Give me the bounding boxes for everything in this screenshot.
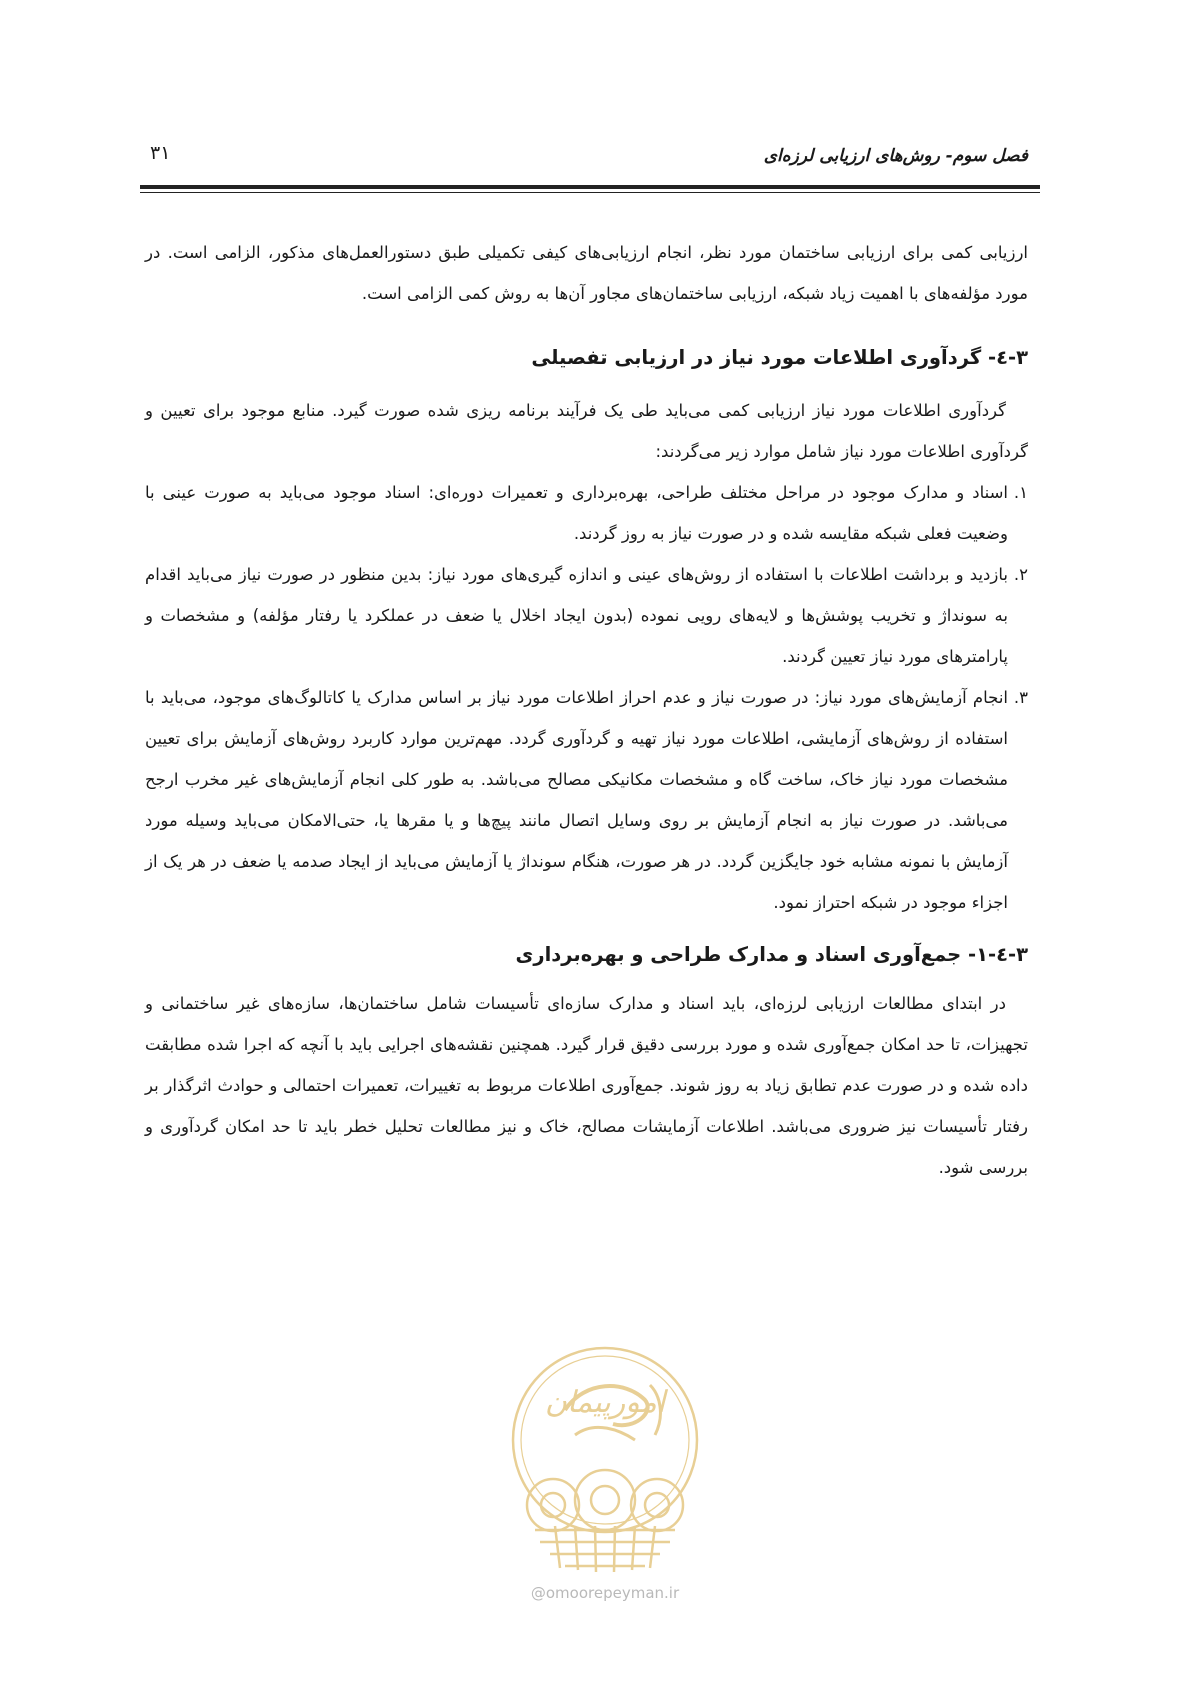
list-item	[145, 677, 1028, 923]
page-number: ۳۱	[150, 142, 171, 164]
at-icon: @	[530, 1584, 546, 1602]
section-paragraph-3-4: گردآوری اطلاعات مورد نیاز ارزیابی کمی می‌باید طی یک فرآیند برنامه ریزی شده صورت گیرد. منابع موجود برای تعیین و گردآوری اطلاعات مورد نیاز شامل موارد زیر می‌گردند:	[145, 401, 1028, 461]
page-body	[145, 232, 1028, 1188]
list-item-number: ۳.	[1013, 688, 1028, 707]
header-rule-thin	[140, 192, 1040, 193]
list-item-number: ۲.	[1013, 565, 1028, 584]
list-item-text: انجام آزمایش‌های مورد نیاز: در صورت نیاز و عدم احراز اطلاعات مورد نیاز بر اساس مدارک یا کاتالوگ‌های موجود، می‌باید با استفاده از روش‌های آزمایشی، اطلاعات مورد نیاز تهیه و گردآوری گردد. مهم‌ترین موارد کاربرد روش‌های آزمایش برای تعیین مشخصات مورد نیاز خاک، ساخت گاه و مشخصات مکانیکی مصالح می‌باشد. به طور کلی انجام آزمایش‌های غیر مخرب ارجح می‌باشد. در صورت نیاز به انجام آزمایش بر روی وسایل اتصال مانند پیچ‌ها و یا مقرها یا، حتی‌الامکان می‌باید وسیله مورد آزمایش با نمونه مشابه خود جایگزین گردد. در هر صورت، هنگام سونداژ یا آزمایش می‌باید از ایجاد صدمه یا ضعف در هر یک از اجزاء موجود در شبکه احتراز نمود.	[145, 688, 1008, 912]
intro-paragraph: ارزیابی کمی برای ارزیابی ساختمان مورد نظر، انجام ارزیابی‌های کیفی تکمیلی طبق دستورالعمل‌های مذکور، الزامی است. در مورد مؤلفه‌های با اهمیت زیاد شبکه، ارزیابی ساختمان‌های مجاور آن‌ها به روش کمی الزامی است.	[145, 243, 1028, 303]
watermark-url	[495, 1584, 715, 1602]
section-paragraph-3-4-1: در ابتدای مطالعات ارزیابی لرزه‌ای، باید اسناد و مدارک سازه‌ای تأسیسات شامل ساختمان‌ها، سازه‌های غیر ساختمانی و تجهیزات، تا حد امکان جمع‌آوری شده و مورد بررسی دقیق قرار گیرد. همچنین نقشه‌های اجرایی باید با آنچه که اجرا شده مطابقت داده شده و در صورت عدم تطابق زیاد به روز شوند. جمع‌آوری اطلاعات مربوط به تغییرات، تعمیرات احتمالی و حوادث اثرگذار بر رفتار تأسیسات نیز ضروری می‌باشد. اطلاعات آزمایشات مصالح، خاک و نیز مطالعات تحلیل خطر باید تا حد امکان گردآوری و بررسی شود.	[145, 994, 1028, 1177]
watermark-logo-text: امورپیمان	[544, 1385, 666, 1420]
section-heading-3-4: ۳-٤- گردآوری اطلاعات مورد نیاز در ارزیابی تفصیلی	[531, 346, 1028, 369]
list-item-number: ۱.	[1013, 483, 1028, 502]
watermark-url-text: omoorepeyman.ir	[545, 1584, 680, 1602]
running-header-title: فصل سوم- روش‌های ارزیابی لرزه‌ای	[763, 146, 1028, 166]
list-item-text: بازدید و برداشت اطلاعات با استفاده از روش‌های عینی و اندازه گیری‌های مورد نیاز: بدین منظور در صورت نیاز می‌باید اقدام به سونداژ و تخریب پوشش‌ها و لایه‌های رویی نموده (بدون ایجاد اخلال یا ضعف در عملکرد یا رفتار مؤلفه) و مشخصات و پارامترهای مورد نیاز تعیین گردند.	[145, 565, 1008, 666]
watermark-logo	[495, 1340, 715, 1610]
list-item	[145, 472, 1028, 554]
header-rule-thick	[140, 185, 1040, 189]
list-item-text: اسناد و مدارک موجود در مراحل مختلف طراحی، بهره‌برداری و تعمیرات دوره‌ای: اسناد موجود می‌باید به صورت عینی با وضعیت فعلی شبکه مقایسه شده و در صورت نیاز به روز گردند.	[145, 483, 1008, 543]
sources-list	[145, 472, 1028, 923]
section-heading-3-4-1: ۳-٤-۱- جمع‌آوری اسناد و مدارک طراحی و بهره‌برداری	[515, 943, 1028, 966]
watermark-seal-icon	[495, 1340, 715, 1580]
list-item	[145, 554, 1028, 677]
